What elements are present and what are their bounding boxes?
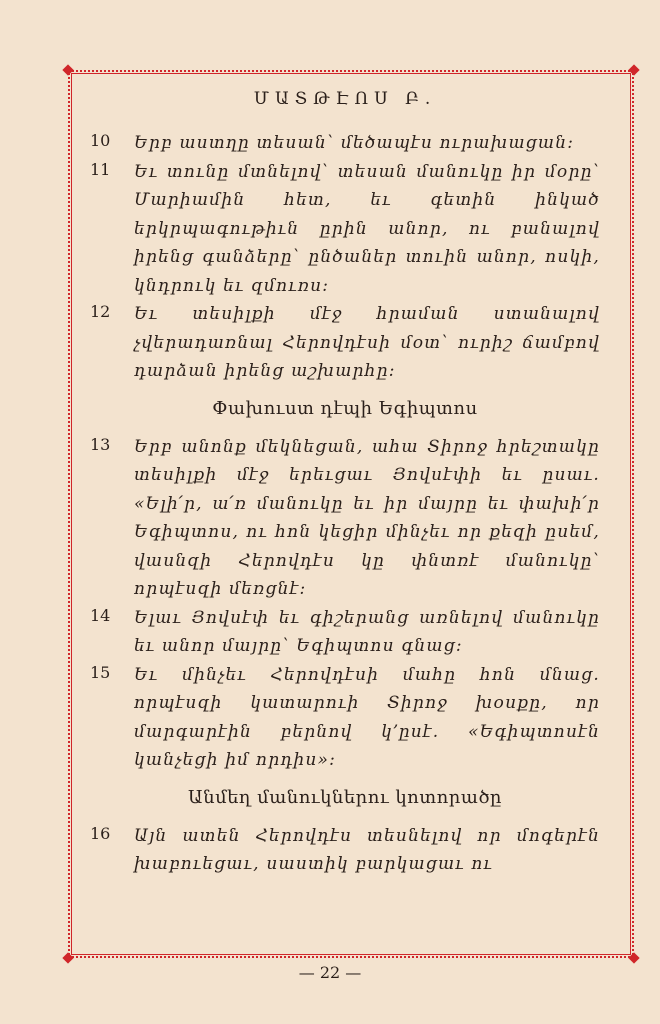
verse-text: Եւ տեսիլքի մէջ հրաման ստանալով չվերադառնալ Հերովդէսի մօտ՝ ուրիշ ճամբով դարձան իրենց աշխարհը:: [134, 304, 600, 381]
section: [90, 129, 600, 386]
verse: [90, 158, 600, 301]
verse: [90, 604, 600, 661]
verse: [90, 129, 600, 158]
verse-text: Եւ տունը մտնելով՝ տեսան մանուկը իր մօրը՝ Մարիամին հետ, եւ գետին ինկած երկրպագութիւն ըրին անոր, ու բանալով իրենց գանձերը՝ ընծաներ տուին անոր, ոսկի, կնդրուկ եւ զմուռս:: [134, 161, 600, 296]
verse-text: Եւ մինչեւ Հերովդէսի մահը հոն մնաց. որպէսզի կատարուի Տիրոջ խօսքը, որ մարգարէին բերնով կ՚ըսէ. «Եգիպտոսէն կանչեցի իմ որդիս»:: [134, 664, 600, 770]
page-title: ՄԱՏԹԷՈՍ Բ.: [253, 89, 437, 109]
verse-text: Այն ատեն Հերովդէս տեսնելով որ մոգերէն խաբուեցաւ, սաստիկ բարկացաւ ու: [134, 825, 600, 874]
section: [90, 398, 600, 775]
section-heading: Անմեղ մանուկներու կոտորածը: [188, 786, 502, 808]
verse-text: Երբ անոնք մեկնեցան, ահա Տիրոջ հրեշտակը տեսիլքի մէջ երեւցաւ Յովսէփի եւ ըսաւ. «Ելի՛ր, ա՛ռ մանուկը եւ իր մայրը եւ փախի՛ր Եգիպտոս, ու հոն կեցիր մինչեւ որ քեզի ըսեմ, վասնզի Հերովդէս կը փնտռէ մանուկը՝ որպէսզի մեռցնէ:: [134, 436, 600, 599]
section: [90, 787, 600, 879]
verse: [90, 433, 600, 604]
verse-number: 16: [90, 823, 111, 843]
verse: [90, 661, 600, 775]
page-number: — 22 —: [298, 963, 362, 982]
verse-number: 11: [90, 159, 111, 179]
page-content: [90, 85, 600, 879]
verse-text: Երբ աստղը տեսան՝ մեծապէս ուրախացան:: [134, 133, 575, 153]
verse-number: 15: [90, 662, 111, 682]
verse-number: 14: [90, 605, 111, 625]
verse: [90, 300, 600, 386]
verse-number: 12: [90, 302, 111, 321]
verse-text: Ելաւ Յովսէփ եւ գիշերանց առնելով մանուկը եւ անոր մայրը՝ Եգիպտոս գնաց:: [134, 607, 600, 656]
section-heading: Փախուստ դէպի Եգիպտոս: [212, 397, 478, 419]
verse-number: 13: [90, 434, 111, 454]
verse: [90, 822, 600, 879]
verse-number: 10: [90, 131, 111, 150]
